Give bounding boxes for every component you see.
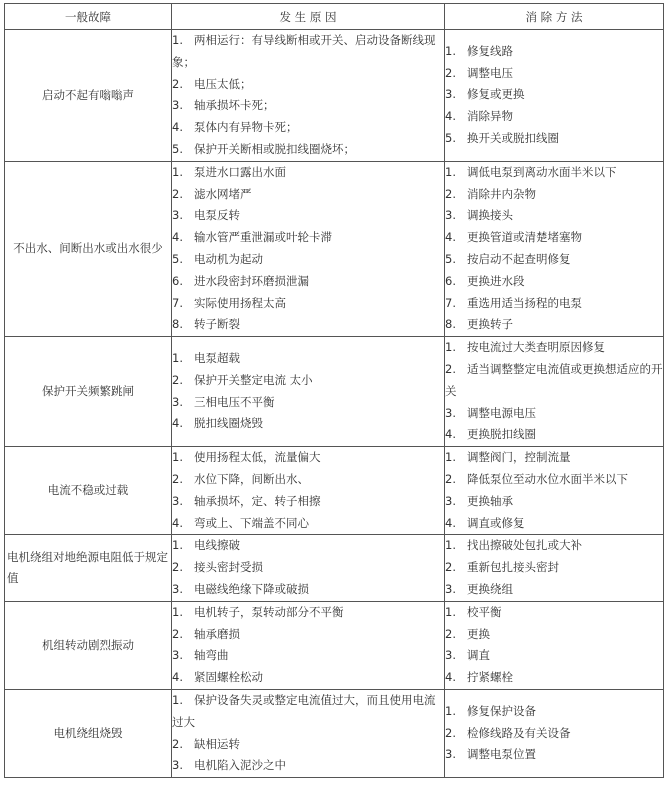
remedy-item-text: 调低电泵到离动水面半米以下: [467, 164, 617, 179]
cause-item-text: 电机转子，泵转动部分不平衡: [194, 604, 344, 619]
cause-item: [172, 117, 444, 139]
remedy-item: [445, 184, 663, 206]
cause-item-number: 3.: [172, 208, 183, 223]
cause-item-text: 电磁线绝缘下降或破损: [194, 581, 309, 596]
remedy-item: [445, 337, 663, 359]
cause-item: [172, 95, 444, 117]
remedy-item: [445, 624, 663, 646]
remedy-list: [445, 535, 663, 600]
remedy-item-number: 6.: [445, 273, 456, 288]
cause-cell: [172, 447, 445, 535]
table-row: [5, 447, 664, 535]
remedy-item: [445, 424, 663, 446]
cause-item: [172, 205, 444, 227]
cause-item: [172, 74, 444, 96]
remedy-item: [445, 271, 663, 293]
remedy-list: [445, 701, 663, 766]
remedy-item-text: 修复线路: [467, 43, 513, 58]
remedy-item-text: 降低泵位至动水位水面半米以下: [467, 471, 628, 486]
remedy-item-text: 调整电泵位置: [467, 747, 536, 762]
remedy-item: [445, 162, 663, 184]
cause-item-text: 轴弯曲: [194, 648, 229, 663]
remedy-item: [445, 513, 663, 535]
cause-item-number: 4.: [172, 120, 183, 135]
cause-cell: [172, 30, 445, 162]
cause-item-number: 5.: [172, 251, 183, 266]
remedy-item-text: 检修线路及有关设备: [467, 725, 571, 740]
remedy-item-number: 3.: [445, 581, 456, 596]
cause-list: [172, 690, 444, 777]
remedy-item: [445, 491, 663, 513]
remedy-item-text: 更换转子: [467, 317, 513, 332]
remedy-list: [445, 337, 663, 446]
remedy-item-number: 8.: [445, 317, 456, 332]
cause-cell: [172, 161, 445, 336]
remedy-item-text: 找出擦破处包扎或大补: [467, 538, 582, 553]
fault-table: [4, 3, 664, 778]
remedy-cell: [445, 535, 664, 601]
cause-item: [172, 392, 444, 414]
fault-name-cell: 不出水、间断出水或出水很少: [5, 161, 172, 336]
remedy-item: [445, 602, 663, 624]
cause-item-number: 3.: [172, 98, 183, 113]
cause-item-text: 进水段密封环磨损泄漏: [194, 273, 309, 288]
remedy-item: [445, 447, 663, 469]
cause-item-number: 1.: [172, 164, 183, 179]
remedy-item: [445, 579, 663, 601]
remedy-item-text: 重新包扎接头密封: [467, 560, 559, 575]
remedy-item-number: 4.: [445, 230, 456, 245]
remedy-item-number: 1.: [445, 703, 456, 718]
cause-item: [172, 249, 444, 271]
remedy-item-number: 3.: [445, 648, 456, 663]
remedy-item-text: 更换进水段: [467, 273, 525, 288]
remedy-item-number: 3.: [445, 405, 456, 420]
table-row: [5, 337, 664, 447]
remedy-item-text: 换开关或脱扣线圈: [467, 131, 559, 146]
cause-item: [172, 602, 444, 624]
remedy-cell: [445, 30, 664, 162]
remedy-item: [445, 557, 663, 579]
remedy-item-number: 1.: [445, 450, 456, 465]
cause-item-number: 1.: [172, 604, 183, 619]
remedy-item-number: 2.: [445, 361, 456, 376]
remedy-item-text: 修复或更换: [467, 87, 525, 102]
cause-item-number: 8.: [172, 317, 183, 332]
remedy-item-number: 2.: [445, 626, 456, 641]
remedy-item-number: 3.: [445, 208, 456, 223]
remedy-item: [445, 667, 663, 689]
cause-cell: [172, 601, 445, 689]
remedy-item-text: 重选用适当扬程的电泵: [467, 295, 582, 310]
remedy-item: [445, 293, 663, 315]
remedy-item-text: 更换管道或清楚堵塞物: [467, 230, 582, 245]
cause-item-number: 5.: [172, 141, 183, 156]
remedy-item-text: 更换: [467, 626, 490, 641]
table-row: [5, 689, 664, 777]
remedy-item-number: 1.: [445, 164, 456, 179]
cause-list: [172, 162, 444, 336]
cause-item-number: 1.: [172, 33, 183, 47]
cause-item-number: 1.: [172, 538, 183, 553]
remedy-list: [445, 41, 663, 150]
cause-item-text: 电机陷入泥沙之中: [194, 758, 286, 773]
cause-list: [172, 535, 444, 600]
remedy-item: [445, 723, 663, 745]
cause-list: [172, 348, 444, 435]
cause-item-text: 脱扣线圈烧毁: [194, 416, 263, 431]
cause-item-text: 输水管严重泄漏或叶轮卡滞: [194, 230, 332, 245]
cause-item-text: 泵体内有异物卡死；: [194, 120, 298, 135]
cause-item-number: 2.: [172, 626, 183, 641]
remedy-item-text: 调直或修复: [467, 515, 525, 530]
cause-item-number: 2.: [172, 736, 183, 751]
header-cause: 发 生 原 因: [172, 4, 445, 30]
fault-name-cell: 电流不稳或过载: [5, 447, 172, 535]
cause-item-text: 弯或上、下端盖不同心: [194, 515, 309, 530]
fault-name-cell: 启动不起有嗡嗡声: [5, 30, 172, 162]
remedy-item: [445, 41, 663, 63]
remedy-item: [445, 701, 663, 723]
cause-item-text: 电压太低；: [194, 76, 252, 91]
cause-item-number: 4.: [172, 230, 183, 245]
fault-name-cell: 保护开关频繁跳闸: [5, 337, 172, 447]
table-body: [5, 30, 664, 778]
remedy-item: [445, 314, 663, 336]
cause-item-text: 接头密封受损: [194, 560, 263, 575]
remedy-list: [445, 162, 663, 336]
remedy-item-text: 更换绕组: [467, 581, 513, 596]
remedy-item-text: 调整电压: [467, 65, 513, 80]
cause-item: [172, 513, 444, 535]
remedy-item-number: 5.: [445, 131, 456, 146]
cause-item-number: 3.: [172, 581, 183, 596]
cause-item: [172, 348, 444, 370]
remedy-item-text: 按电流过大类查明原因修复: [467, 340, 605, 355]
remedy-item: [445, 84, 663, 106]
cause-list: [172, 447, 444, 534]
cause-item-number: 1.: [172, 692, 183, 707]
remedy-item-text: 消除井内杂物: [467, 186, 536, 201]
fault-name-cell: 电机绕组对地绝源电阻低于规定值: [5, 535, 172, 601]
remedy-item: [445, 249, 663, 271]
cause-item-number: 2.: [172, 186, 183, 201]
remedy-item-text: 调整阀门，控制流量: [467, 450, 571, 465]
cause-item-text: 保护开关整定电流 太小: [194, 372, 313, 387]
cause-item-text: 电线擦破: [194, 538, 240, 553]
cause-item-text: 紧固螺栓松动: [194, 670, 263, 685]
cause-list: [172, 30, 444, 161]
cause-item: [172, 314, 444, 336]
cause-item: [172, 370, 444, 392]
remedy-item-text: 修复保护设备: [467, 703, 536, 718]
remedy-item: [445, 645, 663, 667]
cause-item-text: 转子断裂: [194, 317, 240, 332]
cause-cell: [172, 337, 445, 447]
cause-item: [172, 139, 444, 161]
header-remedy: 消 除 方 法: [445, 4, 664, 30]
cause-item-text: 滤水网堵严: [194, 186, 252, 201]
cause-item-number: 4.: [172, 416, 183, 431]
cause-item: [172, 755, 444, 777]
cause-item-number: 3.: [172, 394, 183, 409]
cause-item: [172, 579, 444, 601]
cause-item: [172, 624, 444, 646]
cause-item-text: 电动机为起动: [194, 251, 263, 266]
remedy-list: [445, 602, 663, 689]
remedy-item: [445, 359, 663, 403]
remedy-item-text: 消除异物: [467, 109, 513, 124]
cause-item: [172, 645, 444, 667]
cause-item-text: 轴承损坏卡死；: [194, 98, 275, 113]
remedy-item: [445, 128, 663, 150]
cause-item: [172, 227, 444, 249]
remedy-item-number: 2.: [445, 560, 456, 575]
cause-item-text: 三相电压不平衡: [194, 394, 275, 409]
remedy-cell: [445, 337, 664, 447]
cause-list: [172, 602, 444, 689]
remedy-item-number: 2.: [445, 186, 456, 201]
remedy-item: [445, 403, 663, 425]
remedy-item-number: 7.: [445, 295, 456, 310]
cause-item-number: 3.: [172, 493, 183, 508]
cause-item-number: 1.: [172, 450, 183, 465]
cause-item: [172, 535, 444, 557]
cause-item: [172, 469, 444, 491]
remedy-item-text: 拧紧螺栓: [467, 670, 513, 685]
remedy-item-number: 3.: [445, 493, 456, 508]
remedy-item-number: 5.: [445, 251, 456, 266]
remedy-item: [445, 535, 663, 557]
remedy-item-text: 更换脱扣线圈: [467, 427, 536, 442]
remedy-item: [445, 227, 663, 249]
cause-item: [172, 413, 444, 435]
remedy-item: [445, 205, 663, 227]
cause-item-text: 实际使用扬程太高: [194, 295, 286, 310]
remedy-item-number: 3.: [445, 87, 456, 102]
remedy-item-number: 2.: [445, 65, 456, 80]
remedy-item: [445, 63, 663, 85]
cause-item: [172, 162, 444, 184]
remedy-item-number: 4.: [445, 427, 456, 442]
remedy-item-text: 更换轴承: [467, 493, 513, 508]
cause-cell: [172, 689, 445, 777]
header-row: [5, 4, 664, 30]
remedy-item-text: 适当调整整定电流值或更换想适应的开关: [445, 361, 663, 398]
cause-item: [172, 734, 444, 756]
remedy-item-number: 2.: [445, 725, 456, 740]
remedy-item-number: 1.: [445, 340, 456, 355]
cause-item-number: 2.: [172, 560, 183, 575]
cause-item: [172, 667, 444, 689]
remedy-item-text: 按启动不起查明修复: [467, 251, 571, 266]
cause-item-text: 轴承磨损: [194, 626, 240, 641]
fault-name-cell: 机组转动剧烈振动: [5, 601, 172, 689]
cause-item-number: 2.: [172, 471, 183, 486]
cause-item: [172, 447, 444, 469]
fault-name-cell: 电机绕组烧毁: [5, 689, 172, 777]
remedy-item-text: 调换接头: [467, 208, 513, 223]
cause-item-number: 4.: [172, 515, 183, 530]
cause-item: [172, 184, 444, 206]
remedy-item-number: 1.: [445, 538, 456, 553]
remedy-item-number: 1.: [445, 43, 456, 58]
cause-item-text: 两相运行：有导线断相或开关、启动设备断线现象；: [172, 33, 436, 69]
remedy-item-text: 调整电源电压: [467, 405, 536, 420]
cause-item: [172, 557, 444, 579]
cause-item-number: 3.: [172, 648, 183, 663]
header-fault: 一般故障: [5, 4, 172, 30]
table-row: [5, 601, 664, 689]
cause-item-text: 缺相运转: [194, 736, 240, 751]
cause-item-text: 水位下降，间断出水、: [194, 471, 309, 486]
cause-item-number: 7.: [172, 295, 183, 310]
remedy-item-number: 4.: [445, 670, 456, 685]
cause-item-text: 电泵超载: [194, 351, 240, 366]
cause-item: [172, 491, 444, 513]
remedy-cell: [445, 161, 664, 336]
cause-item: [172, 690, 444, 734]
remedy-item: [445, 106, 663, 128]
cause-item-number: 3.: [172, 758, 183, 773]
remedy-list: [445, 447, 663, 534]
remedy-item-number: 4.: [445, 109, 456, 124]
cause-item-text: 电泵反转: [194, 208, 240, 223]
cause-cell: [172, 535, 445, 601]
remedy-cell: [445, 689, 664, 777]
cause-item-text: 泵进水口露出水面: [194, 164, 286, 179]
cause-item-number: 1.: [172, 351, 183, 366]
cause-item-number: 4.: [172, 670, 183, 685]
cause-item-text: 轴承损坏，定、转子相擦: [194, 493, 321, 508]
cause-item: [172, 293, 444, 315]
remedy-item-number: 1.: [445, 604, 456, 619]
cause-item-text: 保护设备失灵或整定电流值过大，而且使用电流过大: [172, 692, 436, 729]
cause-item-text: 保护开关断相或脱扣线圈烧坏；: [194, 141, 355, 156]
cause-item: [172, 30, 444, 74]
remedy-item-text: 校平衡: [467, 604, 502, 619]
cause-item-number: 6.: [172, 273, 183, 288]
remedy-cell: [445, 601, 664, 689]
remedy-cell: [445, 447, 664, 535]
remedy-item-number: 4.: [445, 515, 456, 530]
cause-item: [172, 271, 444, 293]
remedy-item-text: 调直: [467, 648, 490, 663]
table-row: [5, 30, 664, 162]
table-row: [5, 161, 664, 336]
cause-item-number: 2.: [172, 372, 183, 387]
remedy-item: [445, 744, 663, 766]
remedy-item-number: 3.: [445, 747, 456, 762]
remedy-item: [445, 469, 663, 491]
cause-item-number: 2.: [172, 76, 183, 91]
remedy-item-number: 2.: [445, 471, 456, 486]
cause-item-text: 使用扬程太低，流量偏大: [194, 450, 321, 465]
table-row: [5, 535, 664, 601]
